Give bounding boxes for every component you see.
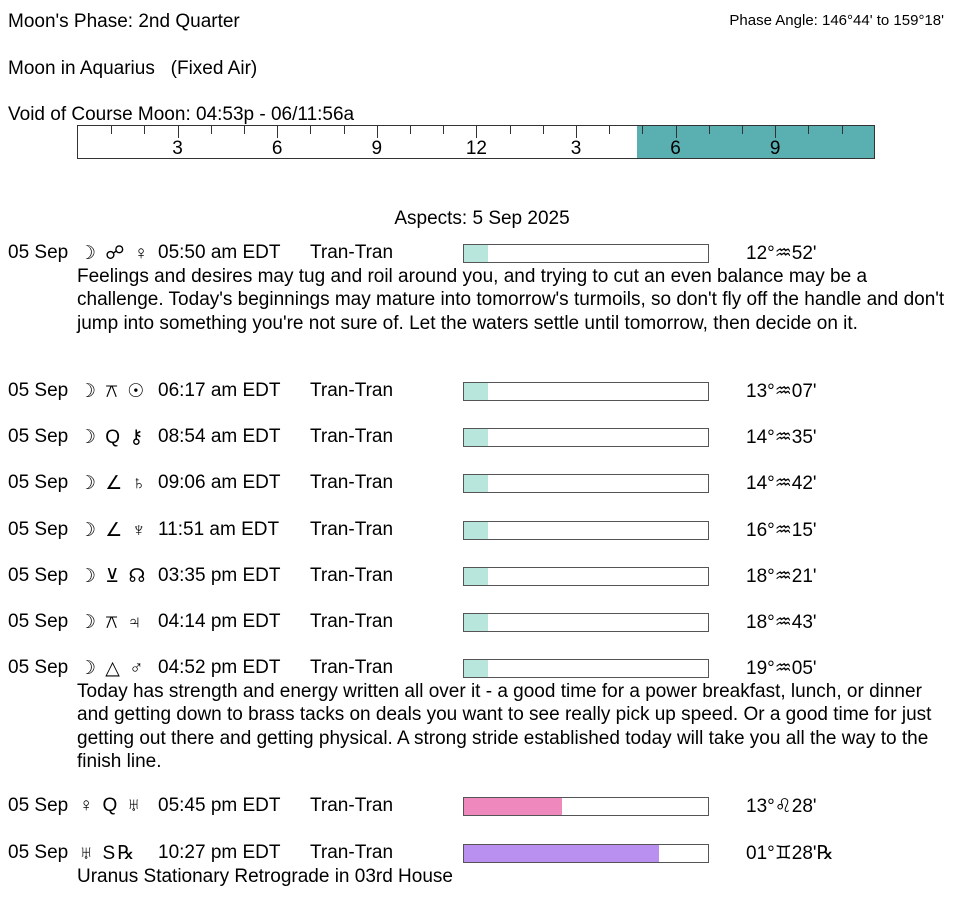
aspect-strength-bar — [463, 428, 709, 447]
aspect-position: 01°♊28'℞ — [746, 843, 834, 864]
aspect-date: 05 Sep — [8, 426, 69, 447]
timeline-tick — [676, 126, 677, 138]
aspect-position: 14°♒35' — [746, 427, 817, 448]
aspect-type: Tran-Tran — [310, 657, 394, 678]
aspect-time: 08:54 am EDT — [158, 426, 281, 447]
timeline-hour-label: 12 — [465, 138, 487, 159]
timeline-tick — [709, 126, 710, 134]
aspects-title: Aspects: 5 Sep 2025 — [394, 208, 570, 229]
aspect-strength-bar — [463, 244, 709, 263]
aspect-date: 05 Sep — [8, 565, 69, 586]
aspect-type: Tran-Tran — [310, 426, 394, 447]
aspect-strength-bar — [463, 844, 709, 863]
aspect-strength-fill — [464, 614, 488, 631]
timeline-hour-label: 3 — [172, 138, 183, 159]
timeline-tick — [476, 126, 477, 138]
timeline-tick — [609, 126, 610, 134]
aspect-type: Tran-Tran — [310, 472, 394, 493]
aspect-type: Tran-Tran — [310, 380, 394, 401]
aspect-time: 09:06 am EDT — [158, 472, 281, 493]
aspect-position: 18°♒21' — [746, 566, 817, 587]
aspect-glyphs: ☽ △ ♂ — [79, 658, 146, 679]
aspect-type: Tran-Tran — [310, 795, 394, 816]
aspect-strength-bar — [463, 613, 709, 632]
timeline-tick — [543, 126, 544, 134]
phase-angle-label: Phase Angle: 146°44' to 159°18' — [729, 12, 944, 29]
aspect-strength-fill — [464, 475, 488, 492]
aspect-glyphs: ☽ ⚻ ☉ — [79, 381, 147, 402]
aspect-strength-fill — [464, 845, 659, 862]
timeline-hour-label: 6 — [670, 138, 681, 159]
aspect-type: Tran-Tran — [310, 842, 394, 863]
aspect-type: Tran-Tran — [310, 611, 394, 632]
aspect-strength-fill — [464, 383, 488, 400]
aspect-date: 05 Sep — [8, 242, 69, 263]
timeline-hour-label: 6 — [271, 138, 283, 159]
aspect-time: 03:35 pm EDT — [158, 565, 281, 586]
aspect-strength-fill — [464, 522, 488, 539]
aspect-strength-bar — [463, 474, 709, 493]
aspect-glyphs: ☽ Q ⚷ — [79, 427, 146, 448]
aspect-date: 05 Sep — [8, 380, 69, 401]
aspect-type: Tran-Tran — [310, 565, 394, 586]
aspect-time: 10:27 pm EDT — [158, 842, 281, 863]
aspect-position: 14°♒42' — [746, 473, 817, 494]
aspect-date: 05 Sep — [8, 519, 69, 540]
timeline-tick — [410, 126, 411, 134]
timeline-hour-label: 9 — [769, 138, 781, 159]
timeline-tick — [808, 126, 809, 134]
timeline-tick — [310, 126, 311, 134]
aspect-strength-bar — [463, 797, 709, 816]
timeline-tick — [244, 126, 245, 134]
timeline-tick — [277, 126, 278, 138]
aspect-time: 05:50 am EDT — [158, 242, 281, 263]
timeline-tick — [377, 126, 378, 138]
timeline-tick — [742, 126, 743, 134]
aspect-glyphs: ☽ ☍ ♀ — [79, 243, 151, 264]
timeline-tick — [510, 126, 511, 134]
aspect-glyphs: ☽ ∠ ♄ — [79, 473, 148, 494]
timeline-hour-label: 3 — [570, 138, 582, 159]
timeline-tick — [178, 126, 179, 138]
aspect-position: 13°♌28' — [746, 796, 817, 817]
timeline-tick — [144, 126, 145, 134]
aspect-type: Tran-Tran — [310, 242, 394, 263]
aspect-description: Uranus Stationary Retrograde in 03rd House — [77, 866, 453, 887]
aspect-type: Tran-Tran — [310, 519, 394, 540]
aspect-time: 06:17 am EDT — [158, 380, 281, 401]
aspect-strength-bar — [463, 521, 709, 540]
timeline-tick — [111, 126, 112, 134]
moon-phase-label: Moon's Phase: 2nd Quarter — [8, 11, 240, 32]
void-of-course-label: Void of Course Moon: 04:53p - 06/11:56a — [8, 104, 355, 125]
aspect-strength-bar — [463, 659, 709, 678]
aspect-time: 11:51 am EDT — [158, 519, 280, 540]
aspect-date: 05 Sep — [8, 842, 69, 863]
aspect-position: 16°♒15' — [746, 520, 817, 541]
aspect-position: 13°♒07' — [746, 381, 817, 402]
aspect-strength-fill — [464, 660, 488, 677]
aspect-glyphs: ☽ ∠ ♆ — [79, 520, 148, 541]
void-of-course-timeline — [77, 125, 875, 159]
aspect-time: 04:52 pm EDT — [158, 657, 281, 678]
aspect-strength-bar — [463, 382, 709, 401]
aspect-position: 19°♒05' — [746, 658, 817, 679]
aspect-glyphs: ☽ ⊻ ☊ — [79, 566, 148, 587]
aspect-description: Today has strength and energy written all over it - a good time for a power breakfast, lunch, or dinner and getting down to brass tacks on deals you want to see really pick up speed. Or a good time for just getting out there and getting physical. A strong stride established today will take you all the way to the finish line. — [77, 681, 932, 772]
aspect-date: 05 Sep — [8, 657, 69, 678]
timeline-tick — [344, 126, 345, 134]
timeline-tick — [775, 126, 776, 138]
timeline-hour-label: 9 — [371, 138, 383, 159]
aspect-date: 05 Sep — [8, 611, 69, 632]
aspect-strength-bar — [463, 567, 709, 586]
aspect-date: 05 Sep — [8, 795, 69, 816]
aspect-strength-fill — [464, 245, 488, 262]
aspect-strength-fill — [464, 429, 488, 446]
aspect-date: 05 Sep — [8, 472, 69, 493]
timeline-tick — [842, 126, 843, 134]
aspect-glyphs: ☽ ⚻ ♃ — [79, 612, 144, 633]
aspect-time: 05:45 pm EDT — [158, 795, 281, 816]
timeline-tick — [211, 126, 212, 134]
aspect-description: Feelings and desires may tug and roil around you, and trying to cut an even balance may be a challenge. Today's beginnings may mature into tomorrow's turmoils, so don't fly off the handle and don't jump into something you're not sure of. Let the waters settle until tomorrow, then decide on it. — [77, 266, 945, 334]
aspect-position: 18°♒43' — [746, 612, 817, 633]
aspect-glyphs: ♀ Q ♅ — [79, 795, 143, 816]
timeline-tick — [576, 126, 577, 138]
aspect-strength-fill — [464, 568, 488, 585]
aspect-strength-fill — [464, 798, 562, 815]
aspect-glyphs: ♅ S℞ — [79, 843, 137, 864]
aspect-position: 12°♒52' — [746, 243, 817, 264]
aspect-time: 04:14 pm EDT — [158, 611, 281, 632]
timeline-tick — [642, 126, 643, 134]
moon-sign-label: Moon in Aquarius (Fixed Air) — [8, 58, 258, 79]
timeline-tick — [443, 126, 444, 134]
